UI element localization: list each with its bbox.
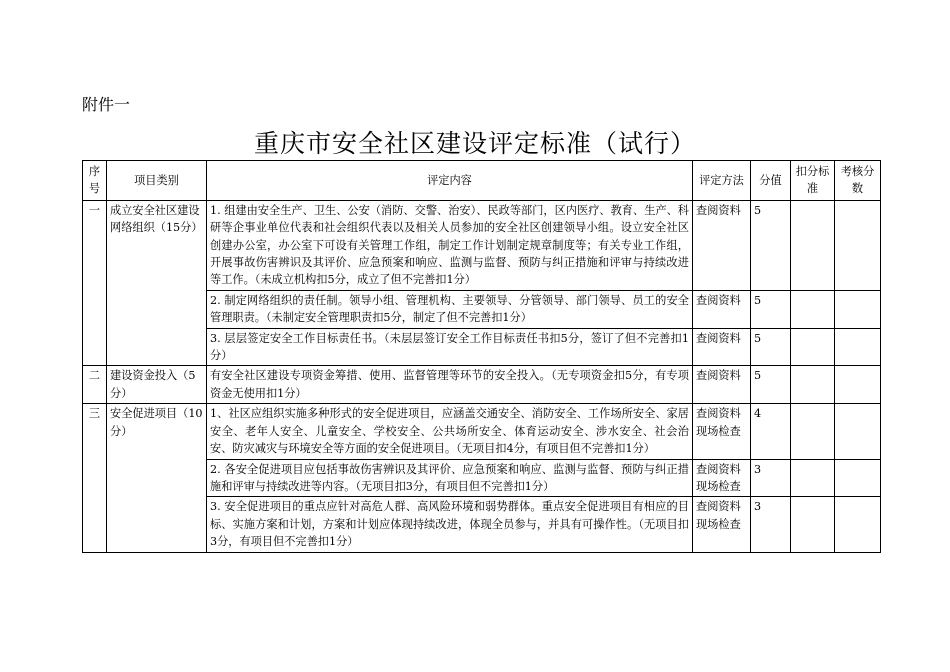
table-row xyxy=(83,366,881,404)
assessment-cell xyxy=(835,497,881,552)
criterion-content: 1. 组建由安全生产、卫生、公安（消防、交警、治安）、民政等部门，区内医疗、教育、生产、科研等企事业单位代表和社会组织代表以及相关人员参加的安全社区创建领导小组。设立安全社区创建办公室，办公室下可设有关管理工作组，制定工作计划制定规章制度等；有关专业工作组，开展事故伤害辨识及其评价、应急预案和响应、监测与监督、预防与纠正措施和评审与持续改进等工作。（未成立机构扣5分，成立了但不完善扣1分） xyxy=(207,200,693,290)
table-row xyxy=(83,200,881,290)
deduction-cell xyxy=(791,200,835,290)
criterion-score: 5 xyxy=(751,290,791,328)
criterion-score: 3 xyxy=(751,459,791,497)
deduction-cell xyxy=(791,497,835,552)
section-category: 安全促进项目（10分） xyxy=(107,404,207,552)
section-seq: 三 xyxy=(83,404,107,552)
header-score: 分值 xyxy=(751,161,791,201)
header-seq: 序号 xyxy=(83,161,107,201)
criterion-score: 5 xyxy=(751,328,791,366)
evaluation-standard-table xyxy=(82,160,881,553)
deduction-cell xyxy=(791,290,835,328)
deduction-cell xyxy=(791,366,835,404)
criterion-content: 3. 层层签定安全工作目标责任书。（未层层签订安全工作目标责任书扣5分，签订了但不完善扣1分） xyxy=(207,328,693,366)
assessment-cell xyxy=(835,404,881,459)
section-seq: 二 xyxy=(83,366,107,404)
section-category: 成立安全社区建设网络组织（15分） xyxy=(107,200,207,366)
criterion-method: 查阅资料现场检查 xyxy=(693,459,751,497)
header-method: 评定方法 xyxy=(693,161,751,201)
section-seq: 一 xyxy=(83,200,107,366)
header-deduction: 扣分标准 xyxy=(791,161,835,201)
criterion-content: 2. 制定网络组织的责任制。领导小组、管理机构、主要领导、分管领导、部门领导、员工的安全管理职责。（未制定安全管理职责扣5分，制定了但不完善扣1分） xyxy=(207,290,693,328)
criterion-content: 1、社区应组织实施多种形式的安全促进项目，应涵盖交通安全、消防安全、工作场所安全、家居安全、老年人安全、儿童安全、学校安全、公共场所安全、体育运动安全、涉水安全、社会治安、防灾减灾与环境安全等方面的安全促进项目。（无项目扣4分，有项目但不完善扣1分） xyxy=(207,404,693,459)
criterion-method: 查阅资料 xyxy=(693,328,751,366)
criterion-method: 查阅资料 xyxy=(693,366,751,404)
section-category: 建设资金投入（5分） xyxy=(107,366,207,404)
criterion-content: 3. 安全促进项目的重点应针对高危人群、高风险环境和弱势群体。重点安全促进项目有相应的目标、实施方案和计划，方案和计划应体现持续改进，体现全员参与，并具有可操作性。（无项目扣3分，有项目但不完善扣1分） xyxy=(207,497,693,552)
criterion-method: 查阅资料现场检查 xyxy=(693,497,751,552)
criterion-method: 查阅资料 xyxy=(693,200,751,290)
criterion-content: 有安全社区建设专项资金筹措、使用、监督管理等环节的安全投入。（无专项资金扣5分，有专项资金无使用扣1分） xyxy=(207,366,693,404)
criterion-method: 查阅资料 xyxy=(693,290,751,328)
assessment-cell xyxy=(835,290,881,328)
annex-label: 附件一 xyxy=(82,95,131,114)
criterion-score: 5 xyxy=(751,366,791,404)
criterion-score: 5 xyxy=(751,200,791,290)
criterion-method: 查阅资料现场检查 xyxy=(693,404,751,459)
header-category: 项目类别 xyxy=(107,161,207,201)
assessment-cell xyxy=(835,200,881,290)
assessment-cell xyxy=(835,366,881,404)
table-header-row xyxy=(83,161,881,201)
criterion-content: 2. 各安全促进项目应包括事故伤害辨识及其评价、应急预案和响应、监测与监督、预防与纠正措施和评审与持续改进等内容。（无项目扣3分，有项目但不完善扣1分） xyxy=(207,459,693,497)
header-assessment: 考核分数 xyxy=(835,161,881,201)
criterion-score: 3 xyxy=(751,497,791,552)
deduction-cell xyxy=(791,459,835,497)
document-title: 重庆市安全社区建设评定标准（试行） xyxy=(253,129,696,158)
deduction-cell xyxy=(791,328,835,366)
assessment-cell xyxy=(835,459,881,497)
assessment-cell xyxy=(835,328,881,366)
criterion-score: 4 xyxy=(751,404,791,459)
deduction-cell xyxy=(791,404,835,459)
header-content: 评定内容 xyxy=(207,161,693,201)
table-row xyxy=(83,404,881,459)
